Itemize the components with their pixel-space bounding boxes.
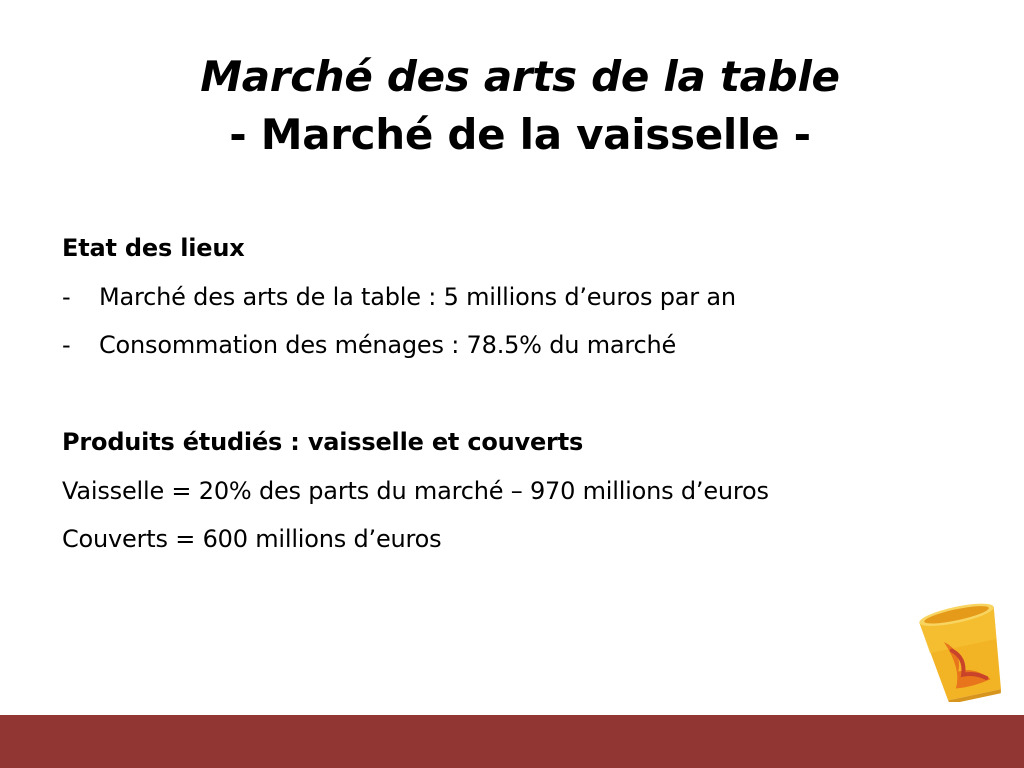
slide-title xyxy=(0,48,1024,164)
bullet-item xyxy=(62,321,962,370)
spacer xyxy=(62,370,962,419)
section-heading-etat: Etat des lieux xyxy=(62,234,245,262)
title-line-2: - Marché de la vaisselle - xyxy=(229,110,811,159)
bullet-text: Marché des arts de la table : 5 millions d’euros par an xyxy=(99,282,736,311)
text-line-couverts: Couverts = 600 millions d’euros xyxy=(62,525,442,553)
footer-bar xyxy=(0,715,1024,768)
slide-body xyxy=(62,224,962,564)
bullet-item xyxy=(62,273,962,322)
title-line-1: Marché des arts de la table xyxy=(200,52,840,101)
paper-cup-icon xyxy=(918,598,1010,702)
text-line-vaisselle: Vaisselle = 20% des parts du marché – 970 millions d’euros xyxy=(62,476,769,505)
bullet-text: Consommation des ménages : 78.5% du marché xyxy=(99,331,677,359)
bullet-dash: - xyxy=(62,282,71,311)
bullet-dash: - xyxy=(62,331,71,359)
section-heading-produits: Produits étudiés : vaisselle et couverts xyxy=(62,428,584,456)
